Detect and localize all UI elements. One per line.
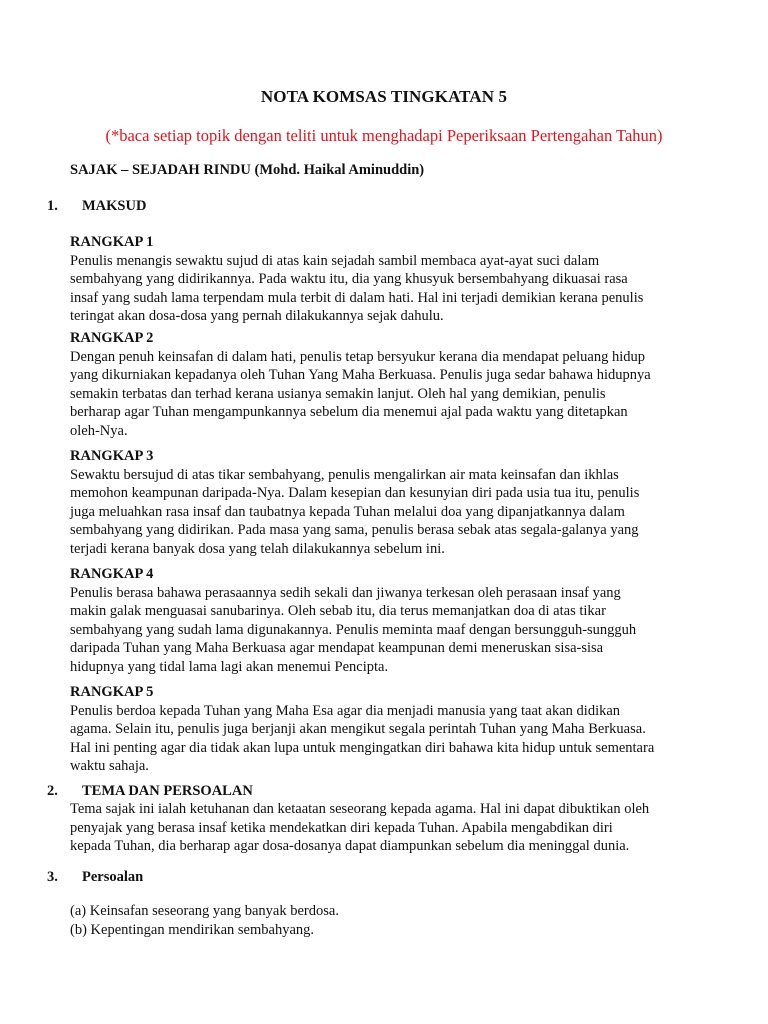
section-2-number: 2. [47,783,58,799]
stanza-line: waktu sahaja. [70,758,149,774]
stanza-line: oleh-Nya. [70,422,128,439]
stanza-line: sembahyang yang sudah lama digunakannya. Penulis meminta maaf dengan bersungguh-sungguh [70,621,637,638]
stanza-line: berharap agar Tuhan mengampunkannya sebelum dia menemui ajal pada waktu yang ditetapkan [70,404,628,420]
stanza-line: Penulis berdoa kepada Tuhan yang Maha Esa agar dia menjadi manusia yang taat akan didikan [70,702,621,719]
section-1-heading [47,198,146,215]
stanza-line: daripada Tuhan yang Maha Berkuasa agar mendapat keampunan demi meneruskan sisa-sisa [70,640,604,656]
stanza-heading: RANGKAP 4 [70,566,154,582]
list-item: (b) Kepentingan mendirikan sembahyang. [70,921,315,938]
document-title: NOTA KOMSAS TINGKATAN 5 [260,87,508,106]
stanza-4 [70,565,710,676]
stanza-line: Sewaktu bersujud di atas tikar sembahyang, penulis mengalirkan air mata keinsafan dan ikhlas [70,466,619,483]
stanza-line: sembahyang yang didirikannya. Pada waktu itu, dia yang khusyuk bersembahyang dikuasai rasa [70,271,628,287]
stanza-line: Dengan penuh keinsafan di dalam hati, penulis tetap bersyukur kerana dia mendapat peluang hidup [70,348,645,365]
section-3-number: 3. [47,869,58,885]
section-2-line: Tema sajak ini ialah ketuhanan dan ketaatan seseorang kepada agama. Hal ini dapat dibuktikan oleh [70,801,650,817]
section-2-line: penyajak yang berasa insaf ketika mendekatkan diri kepada Tuhan. Apabila mengabdikan diri [70,819,613,836]
stanza-line: insaf yang sudah lama terpendam mula terbit di dalam hati. Hal ini terjadi demikian kerana penulis [70,289,644,306]
section-3-heading [47,869,143,886]
stanza-line: makin galak menguasai sanubarinya. Oleh sebab itu, dia terus memanjatkan doa di atas tikar [70,603,606,619]
stanza-line: Penulis menangis sewaktu sujud di atas kain sejadah sambil membaca ayat-ayat suci dalam [70,252,600,269]
section-1-title: MAKSUD [82,198,147,214]
stanza-line: agama. Selain itu, penulis juga berjanji akan mengikut segala perintah Tuhan yang Maha Berkuasa. [70,721,646,737]
stanza-2 [70,329,710,440]
stanza-line: terjadi kerana banyak dosa yang telah dilakukannya sebelum ini. [70,540,445,557]
stanza-line: hidupnya yang tidal lama lagi akan menemui Pencipta. [70,658,389,675]
stanza-3 [70,447,710,558]
stanza-line: memohon keampunan daripada-Nya. Dalam kesepian dan kesunyian diri pada usia tua itu, penulis [70,485,640,501]
section-3-title: Persoalan [82,869,144,885]
stanza-line: sembahyang yang didirikan. Pada masa yang sama, penulis berasa sebak atas segala-galanya yang [70,522,639,538]
section-2-heading [47,783,253,800]
stanza-5 [70,683,710,776]
stanza-line: Hal ini penting agar dia tidak akan lupa untuk mengingatkan diri bahawa kita hidup untuk sementara [70,739,655,756]
section-3-list [70,902,710,939]
stanza-line: juga meluahkan rasa insaf dan taubatnya kepada Tuhan melalui doa yang dipanjatkannya dalam [70,503,625,520]
section-1-number: 1. [47,198,58,214]
stanza-line: Penulis berasa bahawa perasaannya sedih sekali dan jiwanya terkesan oleh perasaan insaf yang [70,584,621,601]
stanza-1 [70,233,710,326]
section-2-title: TEMA DAN PERSOALAN [82,783,253,799]
section-2-line: kepada Tuhan, dia berharap agar dosa-dosanya dapat diampunkan sebelum dia meninggal dunia. [70,838,630,854]
stanza-heading: RANGKAP 1 [70,234,154,250]
list-item: (a) Keinsafan seseorang yang banyak berdosa. [70,903,339,919]
poem-title: SAJAK – SEJADAH RINDU (Mohd. Haikal Aminuddin) [70,162,425,178]
stanza-heading: RANGKAP 3 [70,448,154,464]
stanza-heading: RANGKAP 2 [70,330,154,346]
stanza-line: semakin terbatas dan terhad kerana usianya semakin lanjut. Oleh hal yang demikian, penulis [70,385,606,402]
document-subtitle: (*baca setiap topik dengan teliti untuk menghadapi Peperiksaan Pertengahan Tahun) [105,126,663,145]
stanza-line: yang dikurniakan kepadanya oleh Tuhan Yang Maha Berkuasa. Penulis juga sedar bahawa hidupnya [70,367,651,383]
stanza-heading: RANGKAP 5 [70,684,154,700]
section-2-body [70,800,710,856]
stanza-line: teringat akan dosa-dosa yang pernah dilakukannya sejak dahulu. [70,308,444,324]
